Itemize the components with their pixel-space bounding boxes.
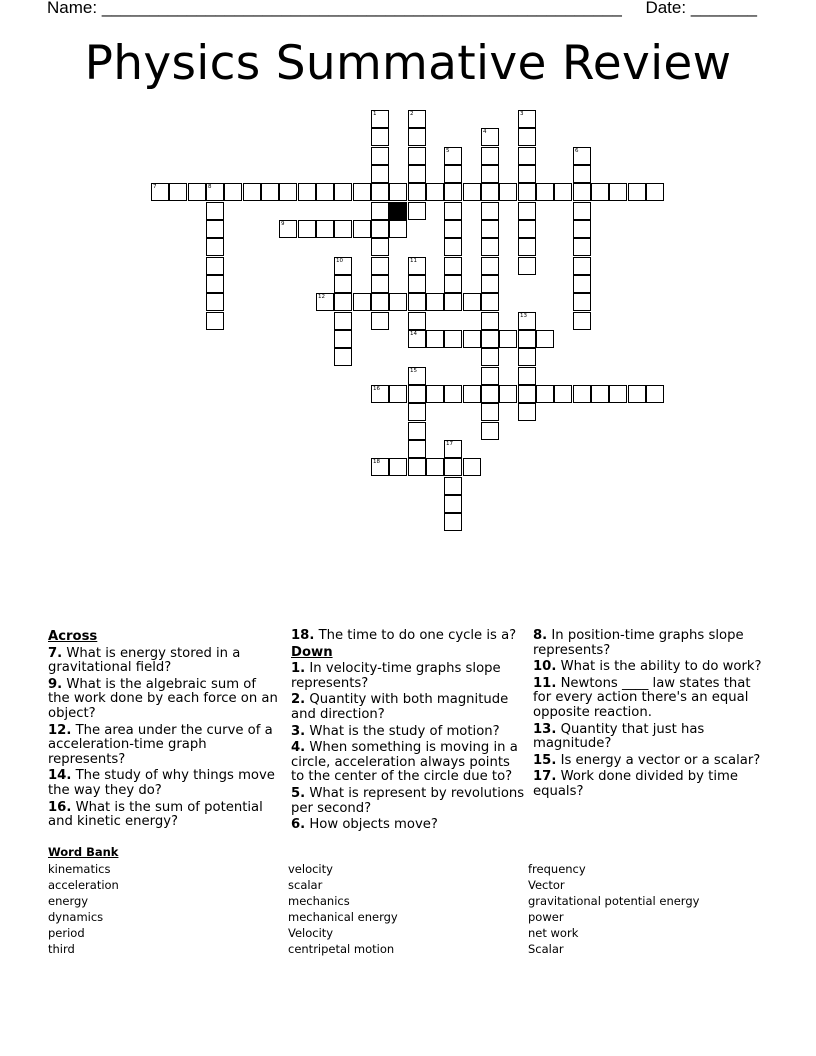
down-clue: 10. What is the ability to do work? xyxy=(533,659,762,675)
crossword-cell[interactable] xyxy=(481,220,499,238)
crossword-cell[interactable] xyxy=(444,202,462,220)
crossword-cell[interactable] xyxy=(206,238,224,256)
crossword-cell[interactable] xyxy=(591,183,609,201)
crossword-cell[interactable] xyxy=(591,385,609,403)
crossword-cell[interactable] xyxy=(334,275,352,293)
crossword-cell[interactable] xyxy=(518,385,536,403)
crossword-cell[interactable] xyxy=(206,220,224,238)
clue-number: 1 xyxy=(373,111,377,117)
clue-number: 8 xyxy=(208,184,212,190)
clue-number-label: 15. xyxy=(533,752,557,768)
crossword-cell[interactable] xyxy=(444,513,462,531)
crossword-cell[interactable] xyxy=(518,312,536,330)
word-bank-item: period xyxy=(48,926,85,941)
word-bank-item: Vector xyxy=(528,878,565,893)
crossword-cell[interactable] xyxy=(371,238,389,256)
across-clue: 9. What is the algebraic sum of the work done by each force on an object? xyxy=(48,676,278,721)
clue-number-label: 7. xyxy=(48,645,63,661)
crossword-cell[interactable] xyxy=(518,110,536,128)
crossword-cell[interactable] xyxy=(408,403,426,421)
crossword-cell[interactable] xyxy=(389,220,407,238)
crossword-cell[interactable] xyxy=(206,293,224,311)
crossword-cell[interactable] xyxy=(573,257,591,275)
crossword-cell[interactable] xyxy=(518,202,536,220)
down-clue: 3. What is the study of motion? xyxy=(291,723,500,739)
crossword-cell[interactable] xyxy=(444,257,462,275)
word-bank-item: third xyxy=(48,942,75,957)
name-label: Name: xyxy=(47,0,98,17)
crossword-cell[interactable] xyxy=(371,147,389,165)
crossword-cell[interactable] xyxy=(444,275,462,293)
crossword-cell[interactable] xyxy=(408,312,426,330)
word-bank-item: velocity xyxy=(288,862,333,876)
crossword-cell[interactable] xyxy=(426,385,444,403)
crossword-cell[interactable] xyxy=(481,183,499,201)
crossword-cell[interactable] xyxy=(573,312,591,330)
crossword-cell[interactable] xyxy=(408,275,426,293)
clue-number: 17 xyxy=(446,441,453,447)
crossword-cell[interactable] xyxy=(573,220,591,238)
crossword-cell[interactable] xyxy=(481,385,499,403)
crossword-cell[interactable] xyxy=(279,220,297,238)
crossword-cell[interactable] xyxy=(408,257,426,275)
crossword-cell[interactable] xyxy=(463,458,481,476)
crossword-cell[interactable] xyxy=(444,220,462,238)
crossword-cell[interactable] xyxy=(481,275,499,293)
crossword-cell[interactable] xyxy=(206,183,224,201)
crossword-cell[interactable] xyxy=(481,257,499,275)
word-bank-item: scalar xyxy=(288,878,323,893)
word-bank-item: dynamics xyxy=(48,910,104,925)
crossword-cell[interactable] xyxy=(316,293,334,311)
crossword-cell[interactable] xyxy=(481,165,499,183)
crossword-cell[interactable] xyxy=(609,385,627,403)
down-clue: 1. In velocity-time graphs slope represents? xyxy=(291,661,501,691)
word-bank-column-1 xyxy=(48,861,119,958)
word-bank-item: mechanics xyxy=(288,894,350,909)
crossword-cell[interactable] xyxy=(518,147,536,165)
crossword-cell[interactable] xyxy=(444,238,462,256)
crossword-cell[interactable] xyxy=(518,348,536,366)
crossword-cell[interactable] xyxy=(499,330,517,348)
crossword-cell[interactable] xyxy=(444,385,462,403)
clue-number: 10 xyxy=(336,258,343,264)
crossword-cell[interactable] xyxy=(169,183,187,201)
crossword-cell[interactable] xyxy=(481,403,499,421)
crossword-cell[interactable] xyxy=(426,330,444,348)
crossword-cell[interactable] xyxy=(408,293,426,311)
clue-number-label: 5. xyxy=(291,785,306,801)
crossword-cell[interactable] xyxy=(389,183,407,201)
crossword-cell[interactable] xyxy=(444,293,462,311)
crossword-cell[interactable] xyxy=(408,367,426,385)
crossword-cell[interactable] xyxy=(646,183,664,201)
clue-number-label: 17. xyxy=(533,769,557,785)
clue-number: 2 xyxy=(410,111,414,117)
clue-number-label: 2. xyxy=(291,692,306,708)
crossword-black-cell xyxy=(389,202,407,220)
clue-column-3 xyxy=(533,629,765,802)
crossword-cell[interactable] xyxy=(334,220,352,238)
crossword-cell[interactable] xyxy=(628,183,646,201)
across-clue: 18. The time to do one cycle is a? xyxy=(291,628,517,643)
crossword-cell[interactable] xyxy=(481,330,499,348)
crossword-cell[interactable] xyxy=(371,312,389,330)
crossword-cell[interactable] xyxy=(481,312,499,330)
across-clue: 12. The area under the curve of a acceleration-time graph represents? xyxy=(48,722,273,767)
crossword-cell[interactable] xyxy=(444,458,462,476)
crossword-cell[interactable] xyxy=(353,220,371,238)
crossword-cell[interactable] xyxy=(243,183,261,201)
down-clue: 15. Is energy a vector or a scalar? xyxy=(533,752,761,768)
clue-number: 3 xyxy=(520,111,524,117)
clue-number: 6 xyxy=(575,148,579,154)
crossword-cell[interactable] xyxy=(334,348,352,366)
crossword-cell[interactable] xyxy=(536,183,554,201)
crossword-cell[interactable] xyxy=(463,183,481,201)
crossword-cell[interactable] xyxy=(573,165,591,183)
word-bank-item: mechanical energy xyxy=(288,910,398,925)
clue-number-label: 14. xyxy=(48,768,72,784)
crossword-cell[interactable] xyxy=(371,110,389,128)
word-bank-item: net work xyxy=(528,926,579,941)
crossword-cell[interactable] xyxy=(408,165,426,183)
crossword-cell[interactable] xyxy=(206,257,224,275)
word-bank-item: Velocity xyxy=(288,926,334,941)
clue-number: 12 xyxy=(318,294,325,300)
word-bank-item: power xyxy=(528,910,564,925)
down-clue: 17. Work done divided by time equals? xyxy=(533,769,738,799)
down-clue: 6. How objects move? xyxy=(291,817,438,833)
crossword-cell[interactable] xyxy=(408,330,426,348)
crossword-cell[interactable] xyxy=(609,183,627,201)
down-clue: 5. What is represent by revolutions per second? xyxy=(291,785,525,816)
down-clue-list xyxy=(291,662,527,833)
crossword-cell[interactable] xyxy=(389,458,407,476)
crossword-cell[interactable] xyxy=(261,183,279,201)
crossword-cell[interactable] xyxy=(444,477,462,495)
across-clue-list xyxy=(48,647,280,830)
crossword-cell[interactable] xyxy=(151,183,169,201)
crossword-cell[interactable] xyxy=(426,458,444,476)
name-blank[interactable]: _______________________________________________________ xyxy=(101,0,622,17)
crossword-cell[interactable] xyxy=(573,147,591,165)
clue-number-label: 12. xyxy=(48,722,72,738)
clue-number-label: 13. xyxy=(533,721,557,737)
crossword-cell[interactable] xyxy=(408,183,426,201)
clue-number: 4 xyxy=(483,129,487,135)
clue-number-label: 1. xyxy=(291,661,306,677)
crossword-cell[interactable] xyxy=(408,422,426,440)
down-clue-list-cont xyxy=(533,629,765,800)
page-title: Physics Summative Review xyxy=(84,36,732,91)
date-label: Date: xyxy=(645,0,687,17)
clue-number-label: 6. xyxy=(291,817,306,833)
word-bank-item: frequency xyxy=(528,862,586,876)
crossword-cell[interactable] xyxy=(518,128,536,146)
crossword-cell[interactable] xyxy=(499,385,517,403)
crossword-cell[interactable] xyxy=(463,385,481,403)
date-blank[interactable]: _______ xyxy=(690,0,758,17)
crossword-cell[interactable] xyxy=(573,293,591,311)
across-clue: 7. What is energy stored in a gravitational field? xyxy=(48,645,241,676)
clue-number: 11 xyxy=(410,258,417,264)
crossword-cell[interactable] xyxy=(371,385,389,403)
crossword-cell[interactable] xyxy=(481,293,499,311)
word-bank-column-3 xyxy=(528,861,699,958)
crossword-cell[interactable] xyxy=(408,128,426,146)
crossword-cell[interactable] xyxy=(316,183,334,201)
word-bank-title: Word Bank xyxy=(48,845,119,859)
word-bank-item: acceleration xyxy=(48,878,119,893)
crossword-cell[interactable] xyxy=(481,128,499,146)
crossword-cell[interactable] xyxy=(224,183,242,201)
crossword-cell[interactable] xyxy=(481,422,499,440)
crossword-cell[interactable] xyxy=(206,275,224,293)
crossword-cell[interactable] xyxy=(463,330,481,348)
clue-number: 15 xyxy=(410,368,417,374)
crossword-cell[interactable] xyxy=(334,183,352,201)
crossword-cell[interactable] xyxy=(444,165,462,183)
clue-number: 5 xyxy=(446,148,450,154)
crossword-cell[interactable] xyxy=(408,202,426,220)
word-bank-item: energy xyxy=(48,894,89,909)
crossword-cell[interactable] xyxy=(279,183,297,201)
crossword-cell[interactable] xyxy=(426,183,444,201)
crossword-cell[interactable] xyxy=(371,202,389,220)
crossword-cell[interactable] xyxy=(573,385,591,403)
crossword-cell[interactable] xyxy=(389,293,407,311)
crossword-cell[interactable] xyxy=(408,385,426,403)
clue-number: 18 xyxy=(373,459,380,465)
crossword-cell[interactable] xyxy=(518,183,536,201)
crossword-cell[interactable] xyxy=(518,238,536,256)
crossword-cell[interactable] xyxy=(518,220,536,238)
down-clue: 2. Quantity with both magnitude and direction? xyxy=(291,692,509,722)
crossword-cell[interactable] xyxy=(499,183,517,201)
clue-column-2 xyxy=(291,629,527,835)
crossword-cell[interactable] xyxy=(371,165,389,183)
crossword-cell[interactable] xyxy=(371,220,389,238)
clue-number-label: 9. xyxy=(48,676,63,692)
crossword-cell[interactable] xyxy=(518,403,536,421)
crossword-cell[interactable] xyxy=(371,458,389,476)
crossword-cell[interactable] xyxy=(554,183,572,201)
word-bank-item: gravitational potential energy xyxy=(528,894,700,909)
crossword-cell[interactable] xyxy=(518,165,536,183)
crossword-cell[interactable] xyxy=(408,110,426,128)
crossword-cell[interactable] xyxy=(481,348,499,366)
crossword-cell[interactable] xyxy=(573,238,591,256)
clue-number-label: 16. xyxy=(48,799,72,815)
crossword-cell[interactable] xyxy=(444,183,462,201)
crossword-cell[interactable] xyxy=(481,202,499,220)
crossword-cell[interactable] xyxy=(628,385,646,403)
crossword-cell[interactable] xyxy=(518,257,536,275)
crossword-cell[interactable] xyxy=(554,385,572,403)
crossword-cell[interactable] xyxy=(353,183,371,201)
across-clue-list-cont xyxy=(291,629,527,644)
clue-number: 7 xyxy=(153,184,157,190)
clue-number: 13 xyxy=(520,313,527,319)
clue-number-label: 4. xyxy=(291,740,306,756)
crossword-cell[interactable] xyxy=(188,183,206,201)
crossword-cell[interactable] xyxy=(334,293,352,311)
crossword-cell[interactable] xyxy=(444,440,462,458)
down-clue: 13. Quantity that just has magnitude? xyxy=(533,721,705,752)
crossword-cell[interactable] xyxy=(518,330,536,348)
crossword-cell[interactable] xyxy=(481,238,499,256)
crossword-cell[interactable] xyxy=(518,367,536,385)
crossword-cell[interactable] xyxy=(573,183,591,201)
clue-number: 14 xyxy=(410,331,417,337)
crossword-cell[interactable] xyxy=(371,275,389,293)
across-heading: Across xyxy=(48,629,98,644)
clue-number: 16 xyxy=(373,386,380,392)
word-bank-item: kinematics xyxy=(48,862,111,876)
clue-number-label: 10. xyxy=(533,659,557,675)
clue-number-label: 3. xyxy=(291,723,306,739)
crossword-cell[interactable] xyxy=(444,147,462,165)
down-clue: 11. Newtons ____ law states that for every action there's an equal opposite reaction. xyxy=(533,675,751,720)
crossword-cell[interactable] xyxy=(334,330,352,348)
clue-number-label: 8. xyxy=(533,628,548,643)
down-heading: Down xyxy=(291,644,333,660)
crossword-cell[interactable] xyxy=(371,257,389,275)
crossword-cell[interactable] xyxy=(573,275,591,293)
crossword-cell[interactable] xyxy=(316,220,334,238)
crossword-cell[interactable] xyxy=(298,220,316,238)
crossword-cell[interactable] xyxy=(206,312,224,330)
clue-number-label: 11. xyxy=(533,675,557,691)
crossword-cell[interactable] xyxy=(463,293,481,311)
crossword-cell[interactable] xyxy=(371,293,389,311)
crossword-cell[interactable] xyxy=(389,385,407,403)
across-clue: 16. What is the sum of potential and kinetic energy? xyxy=(48,799,263,830)
crossword-cell[interactable] xyxy=(444,495,462,513)
crossword-cell[interactable] xyxy=(334,312,352,330)
crossword-cell[interactable] xyxy=(298,183,316,201)
crossword-cell[interactable] xyxy=(646,385,664,403)
clue-column-1 xyxy=(48,629,280,832)
crossword-cell[interactable] xyxy=(536,330,554,348)
crossword-cell[interactable] xyxy=(408,147,426,165)
crossword-cell[interactable] xyxy=(426,293,444,311)
crossword-cell[interactable] xyxy=(371,183,389,201)
down-clue: 8. In position-time graphs slope represents? xyxy=(533,628,744,658)
crossword-cell[interactable] xyxy=(334,257,352,275)
word-bank-column-2 xyxy=(288,861,398,958)
clue-number: 9 xyxy=(281,221,285,227)
crossword-cell[interactable] xyxy=(206,202,224,220)
crossword-cell[interactable] xyxy=(481,367,499,385)
word-bank-item: Scalar xyxy=(528,942,564,957)
down-clue: 4. When something is moving in a circle, acceleration always points to the center of the circle due to? xyxy=(291,740,518,785)
crossword-cell[interactable] xyxy=(481,147,499,165)
crossword-cell[interactable] xyxy=(353,293,371,311)
crossword-cell[interactable] xyxy=(371,128,389,146)
crossword-cell[interactable] xyxy=(573,202,591,220)
clue-number-label: 18. xyxy=(291,628,315,643)
word-bank-item: centripetal motion xyxy=(288,942,395,957)
crossword-cell[interactable] xyxy=(536,385,554,403)
across-clue: 14. The study of why things move the way they do? xyxy=(48,768,275,798)
crossword-cell[interactable] xyxy=(444,330,462,348)
crossword-cell[interactable] xyxy=(408,458,426,476)
crossword-cell[interactable] xyxy=(408,440,426,458)
